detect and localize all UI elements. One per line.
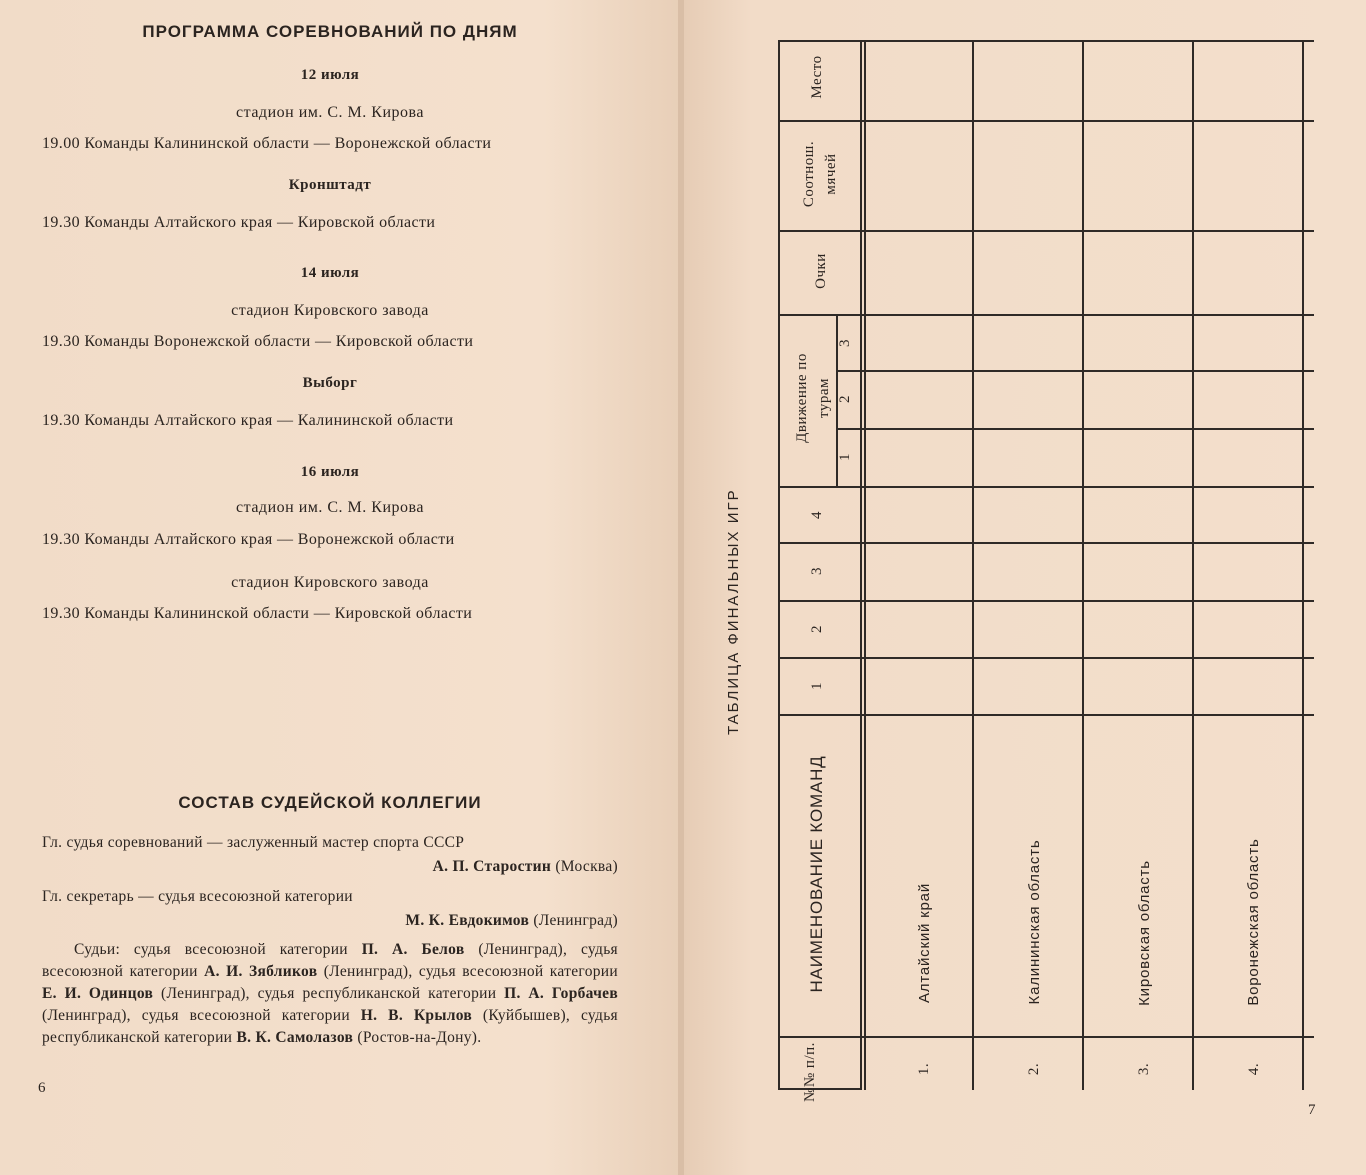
table-col-divider <box>778 230 1314 232</box>
header-place: Место <box>809 55 825 99</box>
chief-referee <box>42 856 618 878</box>
header-round-2: 2 <box>837 395 853 403</box>
chief-referee-role: Гл. судья соревнований — заслуженный мастер спорта СССР <box>42 834 465 851</box>
header-rounds-group: Движение по турам <box>794 353 832 443</box>
table-col-divider <box>778 314 1314 316</box>
judge-name: П. А. Горбачев <box>504 985 619 1002</box>
match-line: 19.30 Команды Алтайского края — Воронежской области <box>42 531 455 548</box>
day-date: 14 июля <box>300 265 360 281</box>
header-round-1: 1 <box>837 453 853 461</box>
table-border-right <box>1302 40 1304 1090</box>
table-col-divider <box>778 542 1314 544</box>
table-border-left <box>778 40 780 1090</box>
chief-referee-city: (Москва) <box>555 858 618 875</box>
day-date: 16 июля <box>300 464 360 480</box>
header-col-3: 3 <box>809 567 825 575</box>
team-name: Кировская область <box>1136 860 1153 1006</box>
judges-text: (Ленинград), судья республиканской категории <box>153 985 505 1002</box>
venue: стадион Кировского завода <box>231 302 429 319</box>
table-subcol-divider <box>836 428 1314 430</box>
header-number: №№ п/п. <box>802 1042 818 1102</box>
header-goal-ratio: Соотнош. мячей <box>801 140 839 208</box>
team-name: Калининская область <box>1026 839 1043 1005</box>
judges-paragraph <box>42 939 618 1049</box>
table-row-divider <box>972 40 974 1090</box>
team-name: Алтайский край <box>916 883 933 1003</box>
judge-name: П. А. Белов <box>361 941 465 958</box>
judges-text: (Ростов-на-Дону). <box>353 1029 482 1046</box>
referees-title: СОСТАВ СУДЕЙСКОЙ КОЛЛЕГИИ <box>178 793 482 812</box>
match-line: 19.00 Команды Калининской области — Воронежской области <box>42 135 492 152</box>
judges-text: (Ленинград), <box>464 941 568 958</box>
venue: Кронштадт <box>288 177 372 193</box>
judges-text: (Ленинград), судья всесоюзной категории <box>42 1007 361 1024</box>
venue: стадион им. С. М. Кирова <box>236 104 424 121</box>
team-number: 1. <box>916 1062 932 1076</box>
venue: стадион им. С. М. Кирова <box>236 499 424 516</box>
page-number: 7 <box>1308 1102 1316 1118</box>
match-line: 19.30 Команды Алтайского края — Кировской области <box>42 214 436 231</box>
header-col-4: 4 <box>809 511 825 519</box>
table-border-top <box>778 40 1314 42</box>
judge-name: Е. И. Одинцов <box>42 985 154 1002</box>
team-name: Воронежская область <box>1245 838 1262 1006</box>
venue: стадион Кировского завода <box>231 574 429 591</box>
judge-name: Н. В. Крылов <box>360 1007 473 1024</box>
table-row-divider <box>1192 40 1194 1090</box>
secretary-role: Гл. секретарь — судья всесоюзной категории <box>42 888 353 905</box>
secretary-name: М. К. Евдокимов <box>405 912 530 929</box>
table-header-divider <box>860 40 862 1090</box>
table-col-divider <box>778 486 1314 488</box>
team-number: 3. <box>1136 1062 1152 1076</box>
judge-name: В. К. Самолазов <box>236 1029 354 1046</box>
venue: Выборг <box>302 375 358 391</box>
match-line: 19.30 Команды Алтайского края — Калининской области <box>42 412 454 429</box>
secretary <box>42 910 618 932</box>
table-col-divider <box>778 714 1314 716</box>
secretary-city: (Ленинград) <box>533 912 618 929</box>
left-page <box>0 0 680 1175</box>
table-header-divider <box>864 40 866 1090</box>
team-number: 4. <box>1246 1062 1262 1076</box>
judges-text: Судьи: судья всесоюзной категории <box>74 941 362 958</box>
judges-text: судья всесоюзной категории <box>42 941 618 980</box>
table-col-divider <box>778 600 1314 602</box>
judges-text: (Ленинград), судья всесоюзной категории <box>317 963 618 980</box>
header-col-1: 1 <box>809 682 825 690</box>
header-team-name: НАИМЕНОВАНИЕ КОМАНД <box>807 755 826 993</box>
page-number: 6 <box>38 1080 46 1096</box>
table-subcol-divider <box>836 370 1314 372</box>
chief-referee-name: А. П. Старостин <box>432 858 552 875</box>
table-col-divider <box>778 657 1314 659</box>
judge-name: А. И. Зябликов <box>204 963 318 980</box>
judges-text: (Куйбышев), судья республиканской категории <box>42 1007 618 1046</box>
table-row-divider <box>1082 40 1084 1090</box>
match-line: 19.30 Команды Калининской области — Кировской области <box>42 605 473 622</box>
header-col-2: 2 <box>809 625 825 633</box>
day-date: 12 июля <box>300 67 360 83</box>
program-title: ПРОГРАММА СОРЕВНОВАНИЙ ПО ДНЯМ <box>142 22 518 41</box>
header-points: Очки <box>813 253 829 289</box>
header-round-3: 3 <box>837 339 853 347</box>
table-col-divider <box>778 120 1314 122</box>
table-title-text: ТАБЛИЦА ФИНАЛЬНЫХ ИГР <box>725 488 742 735</box>
match-line: 19.30 Команды Воронежской области — Кировской области <box>42 333 474 350</box>
team-number: 2. <box>1026 1062 1042 1076</box>
